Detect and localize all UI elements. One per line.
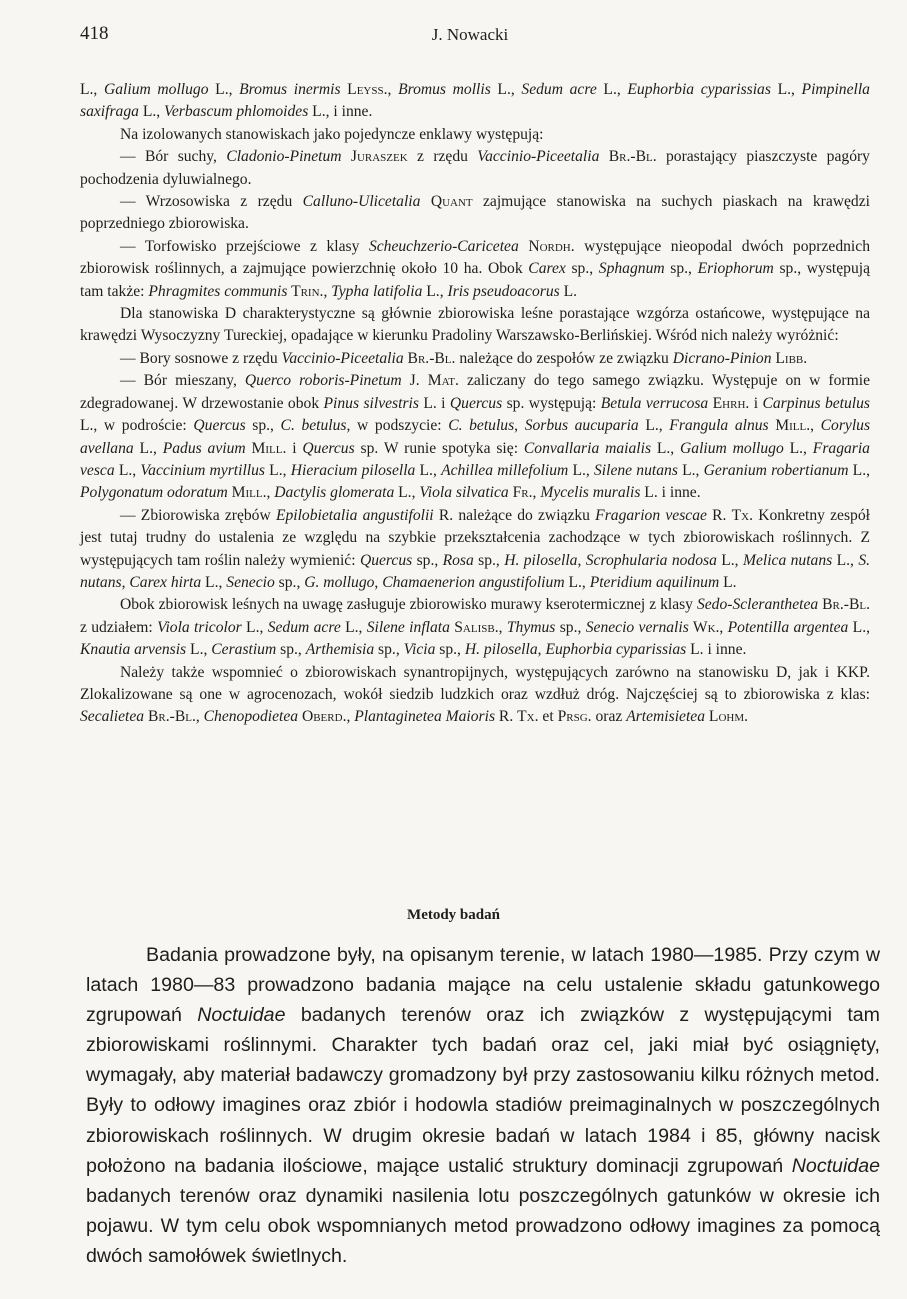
text-run: ., bbox=[319, 282, 332, 300]
species-name: Polygonatum odoratum bbox=[80, 484, 228, 502]
author-abbrev: Nordh bbox=[518, 237, 571, 255]
species-name: Silene nutans bbox=[594, 461, 678, 479]
author-abbrev: Mat bbox=[427, 372, 456, 390]
text-run: sp., bbox=[565, 260, 599, 278]
author-abbrev: Bl bbox=[174, 708, 192, 726]
text-run: . i bbox=[282, 439, 303, 457]
paragraph bbox=[80, 146, 870, 191]
species-name: Galium mollugo bbox=[103, 81, 209, 98]
species-name: Sedum acre bbox=[521, 81, 597, 98]
author-abbrev: Bl bbox=[635, 148, 653, 166]
text-run: ., bbox=[528, 484, 541, 502]
body-text-small bbox=[80, 79, 870, 729]
text-run: .- bbox=[839, 596, 849, 614]
author-abbrev: Quant bbox=[420, 193, 473, 211]
species-name: Vaccinio-Piceetalia bbox=[477, 148, 600, 166]
species-name: Dicrano-Pinion bbox=[672, 349, 772, 367]
text-run: L., bbox=[770, 81, 802, 98]
species-name: Fragaria vesca bbox=[80, 439, 870, 479]
species-name: Convallaria maialis bbox=[523, 439, 652, 457]
text-run: L., bbox=[264, 461, 291, 479]
author-abbrev: Leyss bbox=[340, 81, 384, 98]
section-heading: Metody badań bbox=[407, 907, 500, 923]
species-name: Melica nutans bbox=[742, 551, 833, 569]
text-run: .- bbox=[425, 349, 435, 367]
text-run: ., bbox=[806, 417, 821, 435]
species-name: Euphorbia cyparissias bbox=[545, 641, 687, 659]
text-run: L., bbox=[133, 439, 163, 457]
species-name: Quercus bbox=[359, 551, 413, 569]
text-run: sp., bbox=[664, 260, 698, 278]
text-run: R. bbox=[706, 506, 732, 524]
text-run: L. bbox=[719, 573, 737, 591]
species-name: Achillea millefolium bbox=[441, 461, 569, 479]
species-name: Querco roboris-Pinetum bbox=[244, 372, 402, 390]
author-abbrev: Br bbox=[599, 148, 627, 166]
paragraph bbox=[80, 662, 870, 729]
text-run: L., bbox=[716, 551, 743, 569]
paragraph bbox=[80, 594, 870, 661]
species-name: Quercus bbox=[193, 417, 246, 435]
text-run: Na izolowanych stanowiskach jako pojedyncze enklawy występują: bbox=[120, 125, 544, 143]
species-name: Plantaginetea Maioris bbox=[354, 708, 496, 726]
species-name: Carex bbox=[528, 260, 566, 278]
text-run: L., i inne. bbox=[308, 103, 373, 121]
author-abbrev: Bl bbox=[434, 349, 452, 367]
species-name: Carpinus betulus bbox=[762, 394, 870, 412]
species-name: Frangula alnus bbox=[669, 417, 769, 435]
species-name: Padus avium bbox=[162, 439, 246, 457]
paragraph bbox=[80, 370, 870, 504]
text-run: L., bbox=[394, 484, 420, 502]
text-run: — Wrzosowiska z rzędu bbox=[120, 193, 303, 211]
text-run: sp. występują: bbox=[502, 394, 601, 412]
species-name: Vaccinio-Piceetalia bbox=[281, 349, 404, 367]
text-run: L., w podroście: bbox=[80, 417, 194, 435]
running-head: J. Nowacki bbox=[431, 25, 509, 44]
text-run: .- bbox=[626, 148, 636, 166]
species-name: Sedum acre bbox=[267, 618, 341, 636]
paragraph bbox=[80, 191, 870, 236]
author-abbrev: Ehrh bbox=[708, 394, 746, 412]
text-run: R. należące do związku bbox=[433, 506, 596, 524]
text-run: sp., bbox=[245, 417, 281, 435]
body-text-large bbox=[86, 940, 880, 1271]
text-run: Należy także wspomnieć o zbiorowiskach synantropijnych, występujących zarówno na stanowisku D, jak i KKP. Zlokalizowane są one w agrocenozach, wokół siedzib ludzkich oraz wzdłuż dróg. Najczęściej są to zbiorowiska z klas: bbox=[80, 663, 870, 703]
author-abbrev: Wk bbox=[688, 618, 716, 636]
text-run: .- bbox=[165, 708, 175, 726]
text-run: ., bbox=[494, 618, 507, 636]
text-run: ., bbox=[715, 618, 728, 636]
species-name: Pinus silvestris bbox=[323, 394, 419, 412]
text-run: sp., bbox=[276, 641, 306, 659]
text-run: , bbox=[537, 641, 546, 659]
text-run: . bbox=[744, 708, 749, 726]
text-run: . zaliczany do tego samego związku. Występuje on w formie zdegradowanej. W drzewostanie obok bbox=[80, 372, 870, 412]
text-run: , bbox=[374, 573, 383, 591]
author-abbrev: Mill bbox=[768, 417, 807, 435]
paragraph bbox=[80, 348, 870, 370]
text-run: sp., bbox=[374, 641, 404, 659]
text-run: L., bbox=[80, 81, 104, 98]
text-run: sp., bbox=[555, 618, 586, 636]
text-run: — Bory sosnowe z rzędu bbox=[120, 349, 282, 367]
text-run: ., bbox=[342, 708, 355, 726]
species-name: Verbascum phlomoides bbox=[164, 103, 309, 121]
text-run: L., bbox=[832, 551, 859, 569]
species-name: Potentilla argentea bbox=[727, 618, 849, 636]
author-abbrev: Oberd bbox=[298, 708, 343, 726]
author-abbrev: Lohm bbox=[705, 708, 745, 726]
text-run: L. bbox=[559, 282, 578, 300]
text-run: L., bbox=[422, 282, 448, 300]
text-run: , bbox=[121, 573, 130, 591]
text-run: L. i inne. bbox=[640, 484, 701, 502]
text-run: , bbox=[577, 551, 586, 569]
species-name: Galium mollugo bbox=[680, 439, 784, 457]
species-name: Scrophularia nodosa bbox=[585, 551, 717, 569]
species-name: Vaccinium myrtillus bbox=[140, 461, 265, 479]
text-run: . porastający piaszczyste pagóry pochodzenia dyluwialnego. bbox=[80, 148, 870, 188]
text-run: L., bbox=[564, 573, 590, 591]
text-run: L., bbox=[677, 461, 704, 479]
text-run: L., bbox=[340, 618, 367, 636]
species-name: Euphorbia cyparissias bbox=[627, 81, 771, 98]
author-abbrev: Libb bbox=[771, 349, 804, 367]
text-run: — Bór mieszany, bbox=[120, 372, 245, 390]
page-header bbox=[80, 23, 860, 53]
text-run: badanych terenów oraz dynamiki nasilenia lotu poszczególnych gatunków w okresie ich pojawu. W tym celu obok wspomnianych metod prowadzono odłowy imagines za pomocą dwóch samołówek świetlnych. bbox=[86, 1184, 880, 1267]
paragraph bbox=[80, 236, 870, 303]
species-name: Noctuidae bbox=[197, 1004, 286, 1027]
text-run: L., bbox=[568, 461, 594, 479]
author-abbrev: Trin bbox=[287, 282, 320, 300]
text-run: ., bbox=[262, 484, 275, 502]
species-name: Phragmites communis bbox=[148, 282, 288, 300]
text-run: . i bbox=[745, 394, 763, 412]
species-name: Quercus bbox=[449, 394, 503, 412]
text-run: L., bbox=[490, 81, 522, 98]
species-name: Typha latifolia bbox=[331, 282, 423, 300]
page-number: 418 bbox=[80, 23, 109, 44]
species-name: Artemisietea bbox=[626, 708, 706, 726]
species-name: Noctuidae bbox=[791, 1154, 880, 1177]
species-name: Carex hirta bbox=[129, 573, 202, 591]
species-name: Betula verrucosa bbox=[600, 394, 709, 412]
species-name: Secalietea bbox=[80, 708, 145, 726]
species-name: Chenopodietea bbox=[203, 708, 299, 726]
text-run: sp., bbox=[435, 641, 465, 659]
paragraph bbox=[80, 505, 870, 595]
text-run: L., bbox=[651, 439, 681, 457]
species-name: Knautia arvensis bbox=[80, 641, 187, 659]
text-run: L., bbox=[241, 618, 268, 636]
species-name: Arthemisia bbox=[305, 641, 375, 659]
species-name: Eriophorum bbox=[697, 260, 774, 278]
author-abbrev: Br bbox=[144, 708, 166, 726]
text-run: . Konkretny zespół jest tutaj trudny do ustalenia ze względu na szybkie przekształcenia zachodzące w tych zbiorowiskach roślinnych. Z występujących tam roślin należy wymienić: bbox=[80, 506, 870, 569]
species-name: Fragarion vescae bbox=[595, 506, 707, 524]
species-name: C. betulus bbox=[448, 417, 515, 435]
text-run: Badania prowadzone były, na opisanym terenie, w latach 1980—1985. Przy czym w latach 1980—83 prowadzono badania mające na celu ustalenie składu gatunkowego zgrupowań bbox=[86, 944, 880, 1027]
species-name: Dactylis glomerata bbox=[274, 484, 395, 502]
author-abbrev: Br bbox=[403, 349, 426, 367]
text-run: z rzędu bbox=[407, 148, 478, 166]
text-run: — Bór suchy, bbox=[120, 148, 227, 166]
species-name: Bromus mollis bbox=[398, 81, 491, 98]
species-name: Pteridium aquilinum bbox=[589, 573, 720, 591]
author-abbrev: Juraszek bbox=[341, 148, 408, 166]
text-run: L. i bbox=[418, 394, 450, 412]
species-name: Viola silvatica bbox=[419, 484, 509, 502]
species-name: Iris pseudoacorus bbox=[447, 282, 560, 300]
text-run: L., bbox=[848, 618, 871, 636]
text-run: ., bbox=[191, 708, 204, 726]
paragraph bbox=[86, 940, 880, 1271]
species-name: Corylus avellana bbox=[80, 417, 871, 457]
text-run: L., bbox=[848, 461, 870, 479]
species-name: Pimpinella saxifraga bbox=[80, 81, 870, 121]
text-run: , w podszycie: bbox=[346, 417, 449, 435]
species-name: Sphagnum bbox=[598, 260, 665, 278]
author-abbrev: Fr bbox=[508, 484, 529, 502]
text-run: L., bbox=[596, 81, 628, 98]
species-name: H. pilosella bbox=[464, 641, 538, 659]
text-run: ., bbox=[383, 81, 399, 98]
species-name: Vicia bbox=[403, 641, 436, 659]
text-run: sp., bbox=[274, 573, 305, 591]
species-name: Cladonio-Pinetum bbox=[226, 148, 342, 166]
species-name: Viola tricolor bbox=[157, 618, 242, 636]
species-name: Silene inflata bbox=[366, 618, 450, 636]
text-run: J. bbox=[401, 372, 428, 390]
species-name: Sedo-Scleranthetea bbox=[696, 596, 819, 614]
text-run: L., bbox=[638, 417, 670, 435]
species-name: Senecio bbox=[226, 573, 275, 591]
text-run: . et bbox=[534, 708, 558, 726]
text-run: — Zbiorowiska zrębów bbox=[120, 506, 276, 524]
text-run: — Torfowisko przejściowe z klasy bbox=[120, 237, 369, 255]
species-name: Scheuchzerio-Caricetea bbox=[368, 237, 519, 255]
species-name: Geranium robertianum bbox=[703, 461, 849, 479]
species-name: Cerastium bbox=[211, 641, 277, 659]
species-name: S. nutans bbox=[80, 551, 871, 591]
species-name: Hieracium pilosella bbox=[290, 461, 416, 479]
text-run: sp., występują tam także: bbox=[80, 260, 871, 300]
paragraph bbox=[80, 303, 870, 348]
text-run: sp. W runie spotyka się: bbox=[354, 439, 524, 457]
text-run: L., bbox=[201, 573, 227, 591]
author-abbrev: Mill bbox=[227, 484, 263, 502]
text-run: , bbox=[514, 417, 525, 435]
species-name: Bromus inermis bbox=[239, 81, 341, 98]
species-name: Rosa bbox=[442, 551, 474, 569]
text-run: L. i inne. bbox=[686, 641, 747, 659]
species-name: Chamaenerion angustifolium bbox=[382, 573, 565, 591]
species-name: Senecio vernalis bbox=[585, 618, 689, 636]
species-name: Mycelis muralis bbox=[540, 484, 641, 502]
species-name: Quercus bbox=[302, 439, 355, 457]
species-name: H. pilosella bbox=[504, 551, 578, 569]
text-run: . oraz bbox=[587, 708, 627, 726]
species-name: Sorbus aucuparia bbox=[524, 417, 639, 435]
text-run: . z udziałem: bbox=[80, 596, 870, 636]
text-run: zajmujące stanowiska na suchych piaskach na krawędzi poprzedniego zbiorowiska. bbox=[80, 193, 870, 233]
species-name: C. betulus bbox=[280, 417, 347, 435]
text-run: L., bbox=[186, 641, 212, 659]
species-name: Thymus bbox=[506, 618, 556, 636]
text-run: L., bbox=[208, 81, 240, 98]
species-name: Calluno-Ulicetalia bbox=[302, 193, 421, 211]
species-name: Epilobietalia angustifolii bbox=[275, 506, 434, 524]
text-run: . występujące nieopodal dwóch poprzednich zbiorowisk roślinnych, a zajmujące powierzchnię około 10 ha. Obok bbox=[80, 237, 870, 278]
species-name: G. mollugo bbox=[304, 573, 375, 591]
text-run: L., bbox=[415, 461, 442, 479]
author-abbrev: Prsg bbox=[557, 708, 588, 726]
text-run: . należące do zespołów ze związku bbox=[451, 349, 673, 367]
text-run: R. bbox=[495, 708, 518, 726]
author-abbrev: Mill bbox=[245, 439, 283, 457]
text-run: sp., bbox=[412, 551, 443, 569]
text-run: . bbox=[803, 349, 808, 367]
author-abbrev: Tx bbox=[517, 708, 535, 726]
author-abbrev: Tx bbox=[731, 506, 750, 524]
text-run: L., bbox=[114, 461, 141, 479]
author-abbrev: Bl bbox=[848, 596, 867, 614]
paragraph bbox=[80, 124, 870, 146]
text-run: Obok zbiorowisk leśnych na uwagę zasługuje zbiorowisko murawy kserotermicznej z klasy bbox=[120, 596, 697, 614]
text-run: L., bbox=[138, 103, 165, 121]
author-abbrev: Br bbox=[818, 596, 840, 614]
text-run: Dla stanowiska D charakterystyczne są głównie zbiorowiska leśne porastające wzgórza ostańcowe, występujące na krawędzi Wysoczyzny Tureckiej, opadające w kierunku Pradoliny Warszawsko-Berlińskiej. Wśród nich należy wyróżnić: bbox=[80, 305, 870, 345]
text-run: sp., bbox=[473, 551, 505, 569]
author-abbrev: Salisb bbox=[449, 618, 495, 636]
paragraph bbox=[80, 79, 870, 124]
text-run: L., bbox=[783, 439, 813, 457]
text-run: badanych terenów oraz ich związków z występującymi tam zbiorowiskami roślinnymi. Charakter tych badań oraz cel, jaki miał być osiągnięty, wymagały, aby materiał badawczy gromadzony był przy zastosowaniu kilku różnych metod. Były to odłowy imagines oraz zbiór i hodowla stadiów preimaginalnych w poszczególnych zbiorowiskach roślinnych. W drugim okresie badań w latach 1984 i 85, główny nacisk położono na badania ilościowe, mające ustalić struktury dominacji zgrupowań bbox=[86, 1004, 880, 1177]
